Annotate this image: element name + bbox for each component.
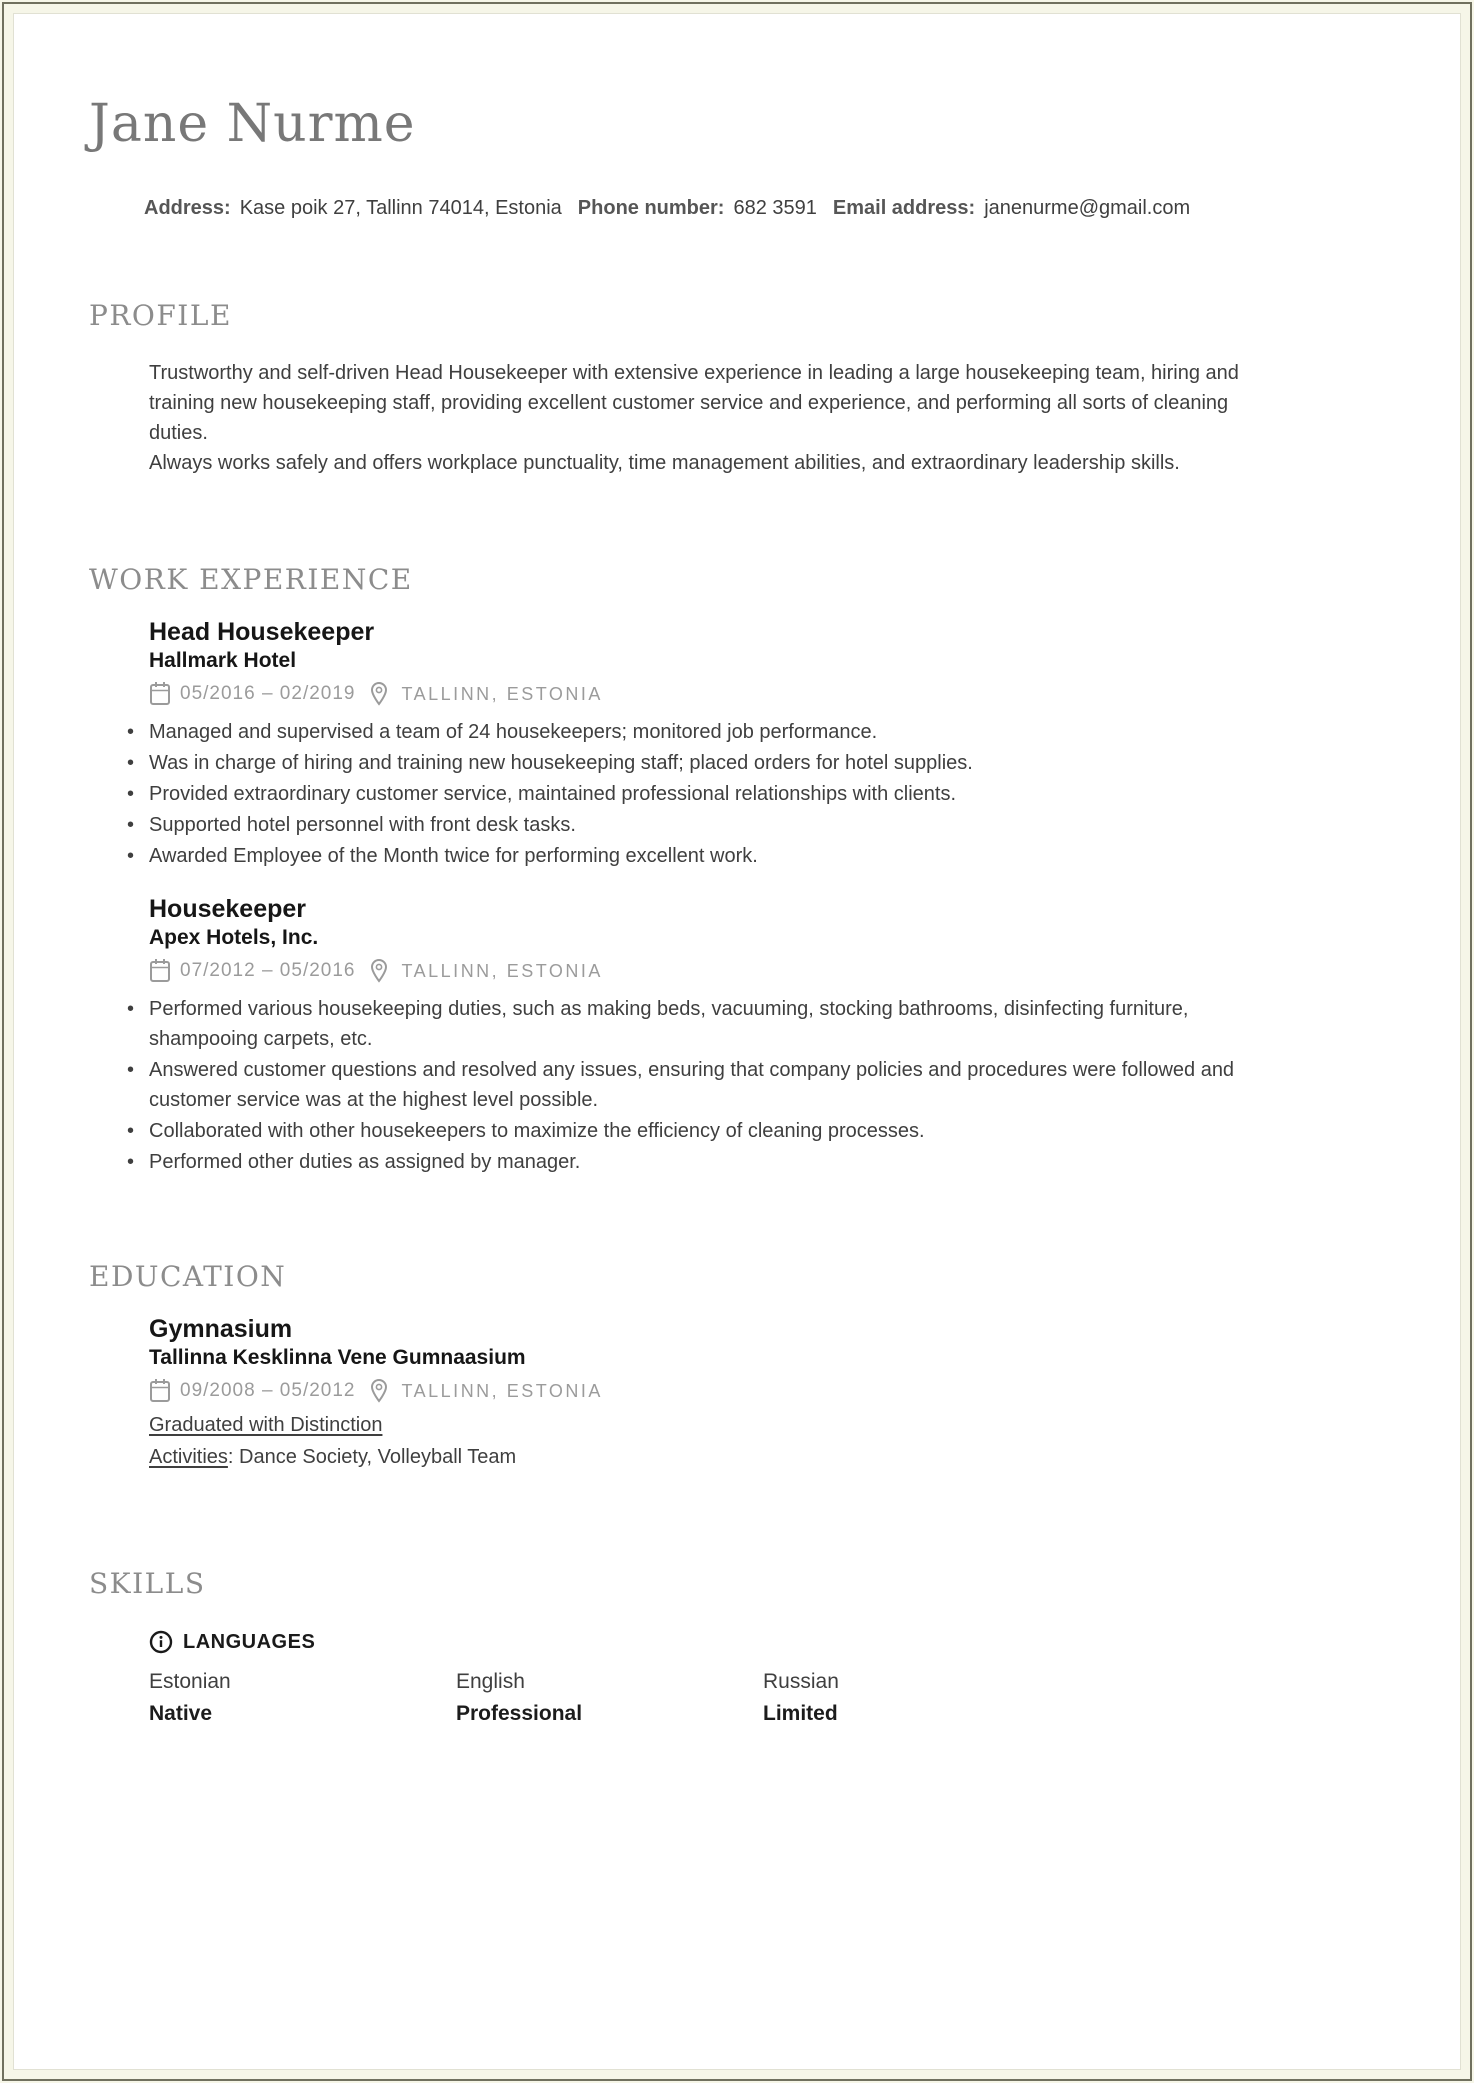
calendar-icon	[149, 681, 171, 707]
job-bullet-list	[121, 994, 1390, 1177]
education-dates: 09/2008 – 05/2012	[180, 1380, 356, 1402]
location-pin-icon	[370, 1378, 388, 1404]
job-title: Housekeeper	[149, 895, 307, 924]
language-item	[763, 1668, 1070, 1727]
location-pin-icon	[370, 958, 388, 984]
education-meta	[149, 1378, 1390, 1404]
languages-group	[149, 1630, 1390, 1654]
languages-label: LANGUAGES	[183, 1630, 316, 1653]
education-location: TALLINN, ESTONIA	[401, 1380, 603, 1401]
language-level: Native	[149, 1701, 213, 1725]
education-entry	[89, 1315, 1390, 1472]
job-location: TALLINN, ESTONIA	[401, 960, 603, 981]
contact-email-label: Email address:	[832, 197, 976, 219]
language-item	[456, 1668, 763, 1727]
job-company: Apex Hotels, Inc.	[149, 926, 319, 950]
section-skills	[89, 1568, 1390, 1727]
profile-paragraph: Trustworthy and self-driven Head Housekeeper with extensive experience in leading a large housekeeping team, hiring and training new housekeeping staff, providing excellent customer service and experience, and performing all sorts of cleaning duties.	[149, 362, 1239, 445]
job-location: TALLINN, ESTONIA	[401, 683, 603, 704]
contact-address-label: Address:	[144, 197, 231, 219]
job-title: Head Housekeeper	[149, 618, 375, 647]
languages-grid	[149, 1668, 1390, 1727]
education-activities	[149, 1442, 1390, 1472]
language-name: Russian	[763, 1670, 839, 1694]
language-item	[149, 1668, 456, 1727]
person-name: Jane Nurme	[89, 94, 416, 154]
section-profile	[89, 300, 1390, 478]
education-heading: EDUCATION	[89, 1260, 287, 1294]
contact-phone-label: Phone number:	[577, 197, 725, 219]
page-frame	[2, 2, 1472, 2081]
education-activities-label: Activities	[149, 1446, 228, 1469]
education-degree: Gymnasium	[149, 1315, 293, 1344]
profile-text	[149, 358, 1269, 478]
work-experience-heading: WORK EXPERIENCE	[89, 563, 413, 597]
job-bullet: • Supported hotel personnel with front desk tasks.	[121, 810, 1269, 840]
education-activities-value: : Dance Society, Volleyball Team	[227, 1446, 517, 1469]
contact-row	[144, 196, 1390, 220]
language-level: Limited	[763, 1701, 838, 1725]
education-school: Tallinna Kesklinna Vene Gumnaasium	[149, 1346, 526, 1370]
resume-page	[13, 13, 1461, 2070]
job-bullet: • Was in charge of hiring and training new housekeeping staff; placed orders for hotel supplies.	[121, 748, 1269, 778]
contact-email-value: janenurme@gmail.com	[984, 197, 1191, 219]
info-icon	[149, 1630, 173, 1654]
job-bullet: • Provided extraordinary customer service, maintained professional relationships with clients.	[121, 779, 1269, 809]
contact-address-value: Kase poik 27, Tallinn 74014, Estonia	[239, 197, 562, 219]
job-bullet: • Managed and supervised a team of 24 housekeepers; monitored job performance.	[121, 717, 1269, 747]
job-bullet: • Awarded Employee of the Month twice for performing excellent work.	[121, 841, 1269, 871]
job-meta	[149, 958, 1390, 984]
contact-address	[144, 196, 562, 220]
job-dates: 05/2016 – 02/2019	[180, 683, 356, 705]
job-bullet: • Collaborated with other housekeepers to maximize the efficiency of cleaning processes.	[121, 1116, 1269, 1146]
job-entry	[89, 618, 1390, 871]
job-company: Hallmark Hotel	[149, 649, 297, 673]
calendar-icon	[149, 958, 171, 984]
section-education	[89, 1261, 1390, 1472]
language-level: Professional	[456, 1701, 583, 1725]
profile-paragraph: Always works safely and offers workplace punctuality, time management abilities, and extraordinary leadership skills.	[149, 452, 1180, 475]
contact-phone-value: 682 3591	[733, 197, 817, 219]
contact-email	[833, 196, 1190, 220]
contact-phone	[578, 196, 817, 220]
skills-heading: SKILLS	[89, 1567, 206, 1601]
job-bullet: • Answered customer questions and resolved any issues, ensuring that company policies and procedures were followed and customer service was at the highest level possible.	[121, 1055, 1269, 1115]
job-bullet: • Performed various housekeeping duties, such as making beds, vacuuming, stocking bathrooms, disinfecting furniture, shampooing carpets, etc.	[121, 994, 1269, 1054]
language-name: English	[456, 1670, 525, 1694]
job-meta	[149, 681, 1390, 707]
job-bullet: • Performed other duties as assigned by manager.	[121, 1147, 1269, 1177]
section-work-experience	[89, 564, 1390, 1177]
calendar-icon	[149, 1378, 171, 1404]
location-pin-icon	[370, 681, 388, 707]
education-honor	[149, 1410, 1390, 1440]
job-dates: 07/2012 – 05/2016	[180, 960, 356, 982]
education-honor-text: Graduated with Distinction	[149, 1414, 383, 1437]
job-bullet-list	[121, 717, 1390, 871]
language-name: Estonian	[149, 1670, 231, 1694]
profile-heading: PROFILE	[89, 299, 232, 332]
job-entry	[89, 895, 1390, 1177]
